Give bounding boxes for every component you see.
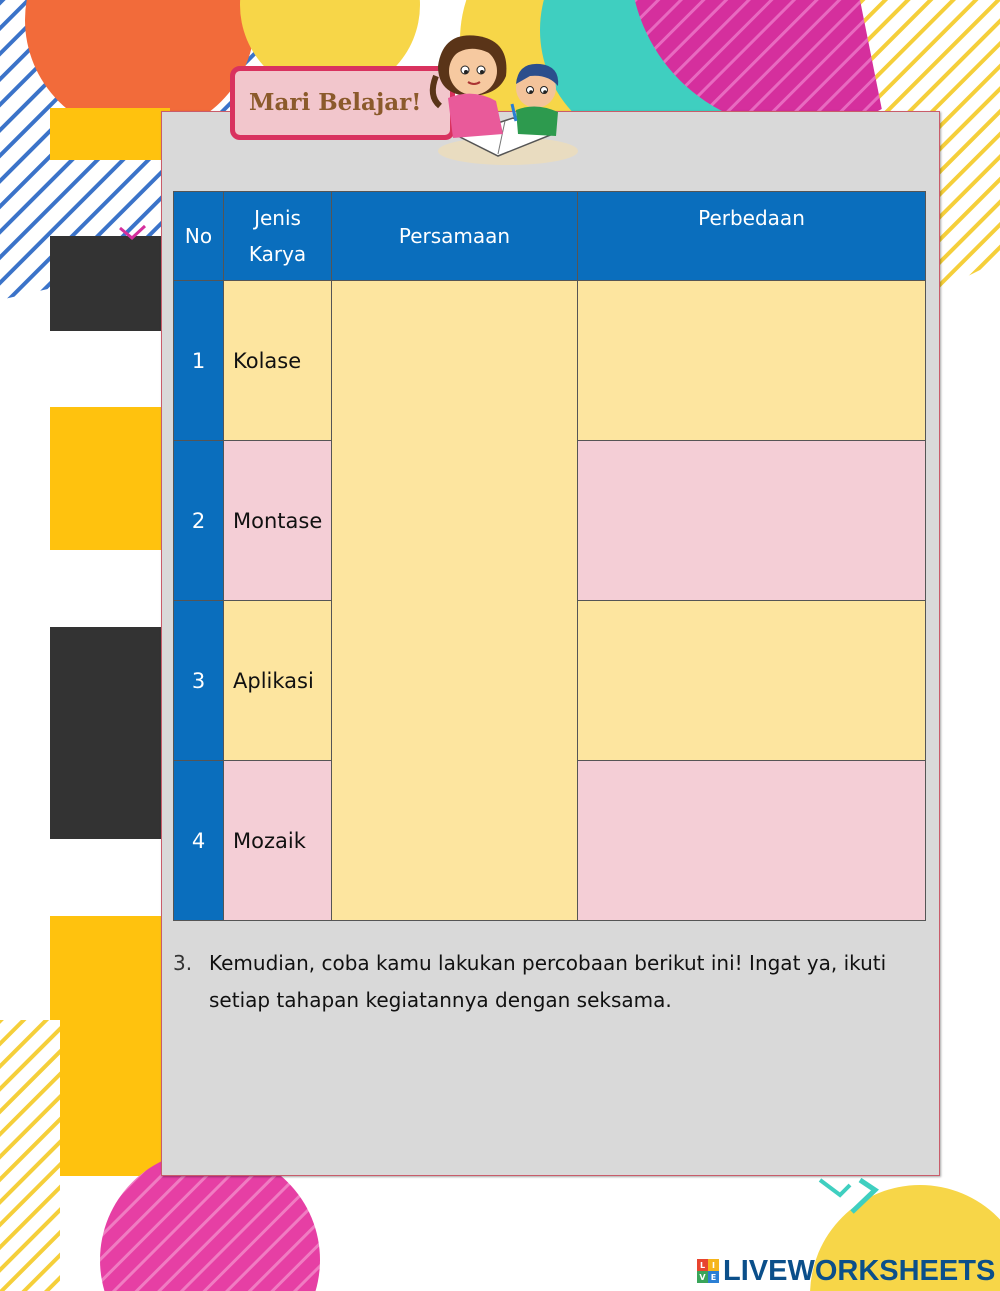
table-row bbox=[174, 281, 926, 441]
header-no: No bbox=[174, 192, 224, 281]
logo-text: LIVEWORKSHEETS bbox=[723, 1254, 996, 1287]
row-jenis: Aplikasi bbox=[224, 601, 332, 761]
row-jenis: Kolase bbox=[224, 281, 332, 441]
logo-letter: E bbox=[708, 1271, 719, 1283]
row-number: 4 bbox=[174, 761, 224, 921]
logo-letter: L bbox=[697, 1259, 708, 1271]
row-jenis: Mozaik bbox=[224, 761, 332, 921]
persamaan-answer-cell[interactable] bbox=[332, 281, 578, 921]
logo-letter: V bbox=[697, 1271, 708, 1283]
perbedaan-answer-cell[interactable] bbox=[578, 281, 926, 441]
row-number: 2 bbox=[174, 441, 224, 601]
row-number: 3 bbox=[174, 601, 224, 761]
kids-reading-illustration bbox=[418, 26, 583, 166]
logo-letter: I bbox=[708, 1259, 719, 1271]
perbedaan-answer-cell[interactable] bbox=[578, 601, 926, 761]
instruction-paragraph bbox=[173, 945, 918, 1019]
header-jenis-line2: Karya bbox=[248, 242, 307, 266]
perbedaan-answer-cell[interactable] bbox=[578, 441, 926, 601]
liveworksheets-logo bbox=[697, 1253, 995, 1289]
instruction-number: 3. bbox=[173, 951, 193, 975]
header-jenis-karya bbox=[224, 192, 332, 281]
header-jenis-line1: Jenis bbox=[254, 206, 301, 230]
instruction-text: Kemudian, coba kamu lakukan percobaan berikut ini! Ingat ya, ikuti setiap tahapan kegiatannya dengan seksama. bbox=[209, 951, 887, 1012]
header-persamaan: Persamaan bbox=[332, 192, 578, 281]
table-header-row bbox=[174, 192, 926, 281]
row-number: 1 bbox=[174, 281, 224, 441]
comparison-table bbox=[173, 191, 926, 921]
perbedaan-answer-cell[interactable] bbox=[578, 761, 926, 921]
header-perbedaan: Perbedaan bbox=[578, 192, 926, 281]
page-title: Mari Belajar! bbox=[249, 89, 422, 116]
logo-mark-icon bbox=[697, 1259, 719, 1283]
row-jenis: Montase bbox=[224, 441, 332, 601]
